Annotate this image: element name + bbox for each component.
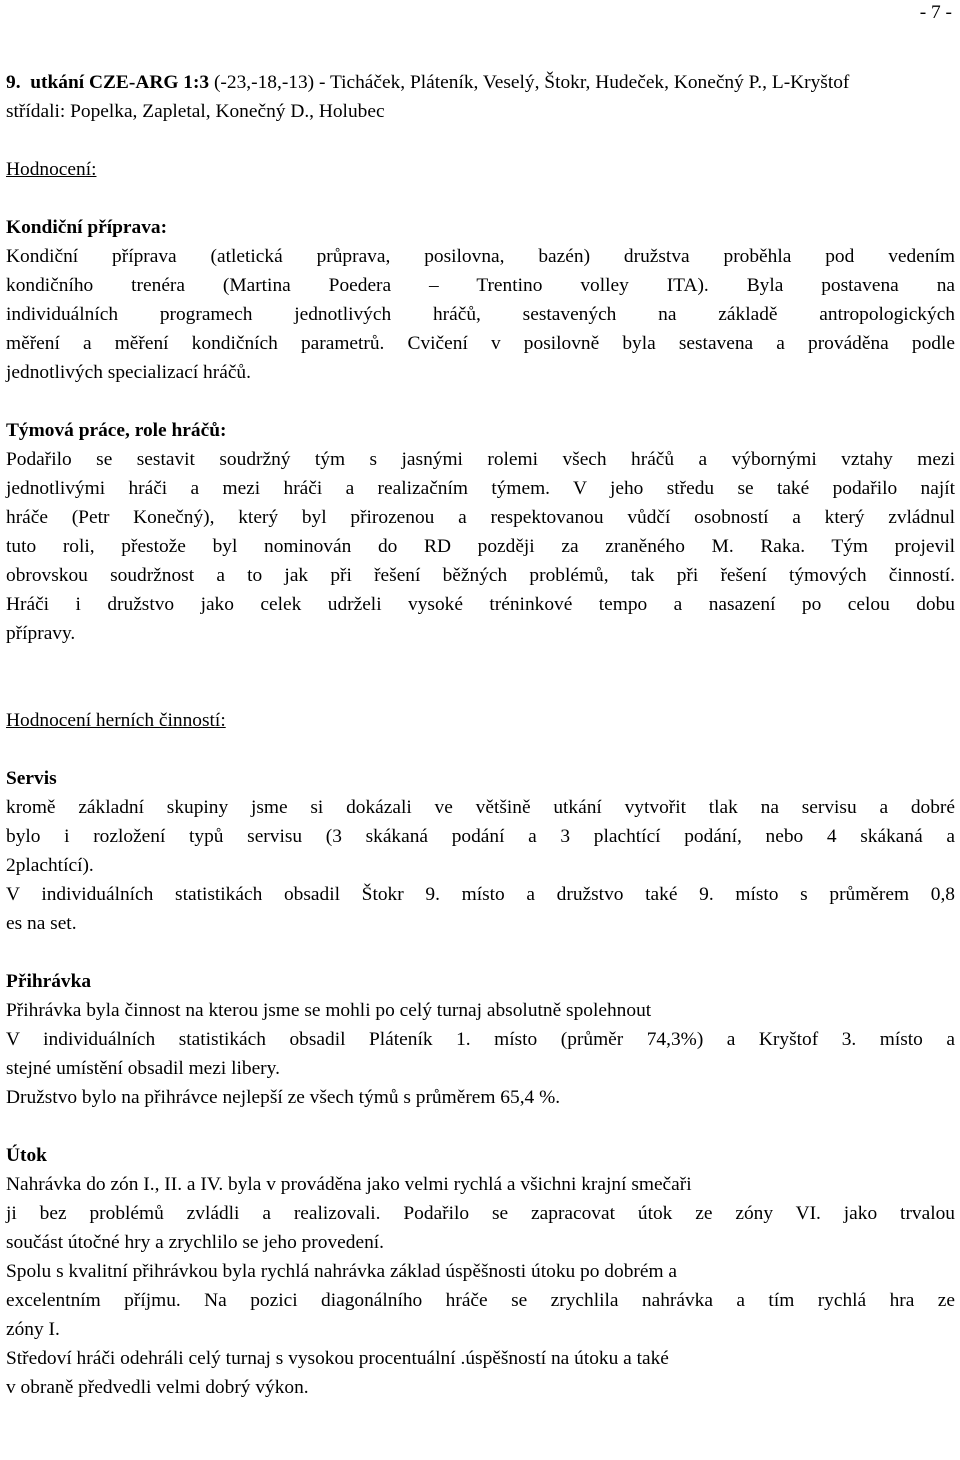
game-skills-heading: Hodnocení herních činností:: [6, 710, 226, 731]
reception-line-3: Družstvo bylo na přihrávce nejlepší ze všech týmů s průměrem 65,4 %.: [6, 1087, 561, 1108]
attack-line-3: Spolu s kvalitní přihrávkou byla rychlá nahrávka základ úspěšnosti útoku po dobrém a: [6, 1261, 677, 1282]
conditioning-heading: Kondiční příprava:: [6, 217, 168, 238]
page-number: - 7 -: [919, 2, 952, 23]
document-body: [6, 68, 955, 1402]
attack-line-6: v obraně předvedli velmi dobrý výkon.: [6, 1377, 309, 1398]
match-heading: [6, 68, 955, 97]
reception-heading: Přihrávka: [6, 971, 92, 992]
match-lineup: - Ticháček, Pláteník, Veselý, Štokr, Hudeček, Konečný P., L-Kryštof: [318, 72, 850, 93]
attack-heading: Útok: [6, 1145, 47, 1166]
reception-line-1: Přihrávka byla činnost na kterou jsme se mohli po celý turnaj absolutně spolehnout: [6, 1000, 652, 1021]
attack-paragraph-4: excelentním příjmu. Na pozici diagonálního hráče se zrychlila nahrávka a tím rychlá hra ze zóny I.: [6, 1290, 955, 1340]
evaluation-heading: Hodnocení:: [6, 159, 97, 180]
teamwork-paragraph: Podařilo se sestavit soudržný tým s jasnými rolemi všech hráčů a výbornými vztahy mezi jednotlivými hráči a mezi hráči a realizačním týmem. V jeho středu se také podařilo najít hráče (Petr Konečný), který byl přirozenou a respektovanou vůdčí osobností a který zvládnul tuto roli, přestože byl nominován do RD později za zraněného M. Raka. Tým projevil obrovskou soudržnost a to jak při řešení běžných problémů, tak při řešení týmových činností. Hráči i družstvo jako celek udrželi vysoké tréninkové tempo a nasazení po celou dobu přípravy.: [6, 449, 955, 644]
match-number: 9.: [6, 72, 21, 93]
attack-paragraph-2: ji bez problémů zvládli a realizovali. Podařilo se zapracovat útok ze zóny VI. jako trvalou součást útočné hry a zrychlilo se jeho provedení.: [6, 1203, 955, 1253]
attack-line-5: Středoví hráči odehráli celý turnaj s vysokou procentuální .úspěšností na útoku a také: [6, 1348, 669, 1369]
serve-heading: Servis: [6, 768, 57, 789]
match-score: (-23,-18,-13): [213, 72, 315, 93]
attack-line-1: Nahrávka do zón I., II. a IV. byla v prováděna jako velmi rychlá a všichni krajní smečaři: [6, 1174, 692, 1195]
serve-paragraph-2: V individuálních statistikách obsadil Štokr 9. místo a družstvo také 9. místo s průměrem 0,8 es na set.: [6, 884, 955, 934]
match-substitutes: střídali: Popelka, Zapletal, Konečný D., Holubec: [6, 101, 385, 122]
serve-paragraph-1: kromě základní skupiny jsme si dokázali ve většině utkání vytvořit tlak na servisu a dobré bylo i rozložení typů servisu (3 skákaná podání a 3 plachtící podání, nebo 4 skákaná a 2plachtící).: [6, 797, 955, 876]
match-title: utkání CZE-ARG 1:3: [30, 72, 210, 93]
conditioning-paragraph: Kondiční příprava (atletická průprava, posilovna, bazén) družstva proběhla pod vedením kondičního trenéra (Martina Poedera – Trentino volley ITA). Byla postavena na individuálních programech jednotlivých hráčů, sestavených na základě antropologických měření a měření kondičních parametrů. Cvičení v posilovně byla sestavena a prováděna podle jednotlivých specializací hráčů.: [6, 246, 955, 383]
reception-paragraph-2: V individuálních statistikách obsadil Pláteník 1. místo (průměr 74,3%) a Kryštof 3. místo a stejné umístění obsadil mezi libery.: [6, 1029, 955, 1079]
teamwork-heading: Týmová práce, role hráčů:: [6, 420, 227, 441]
